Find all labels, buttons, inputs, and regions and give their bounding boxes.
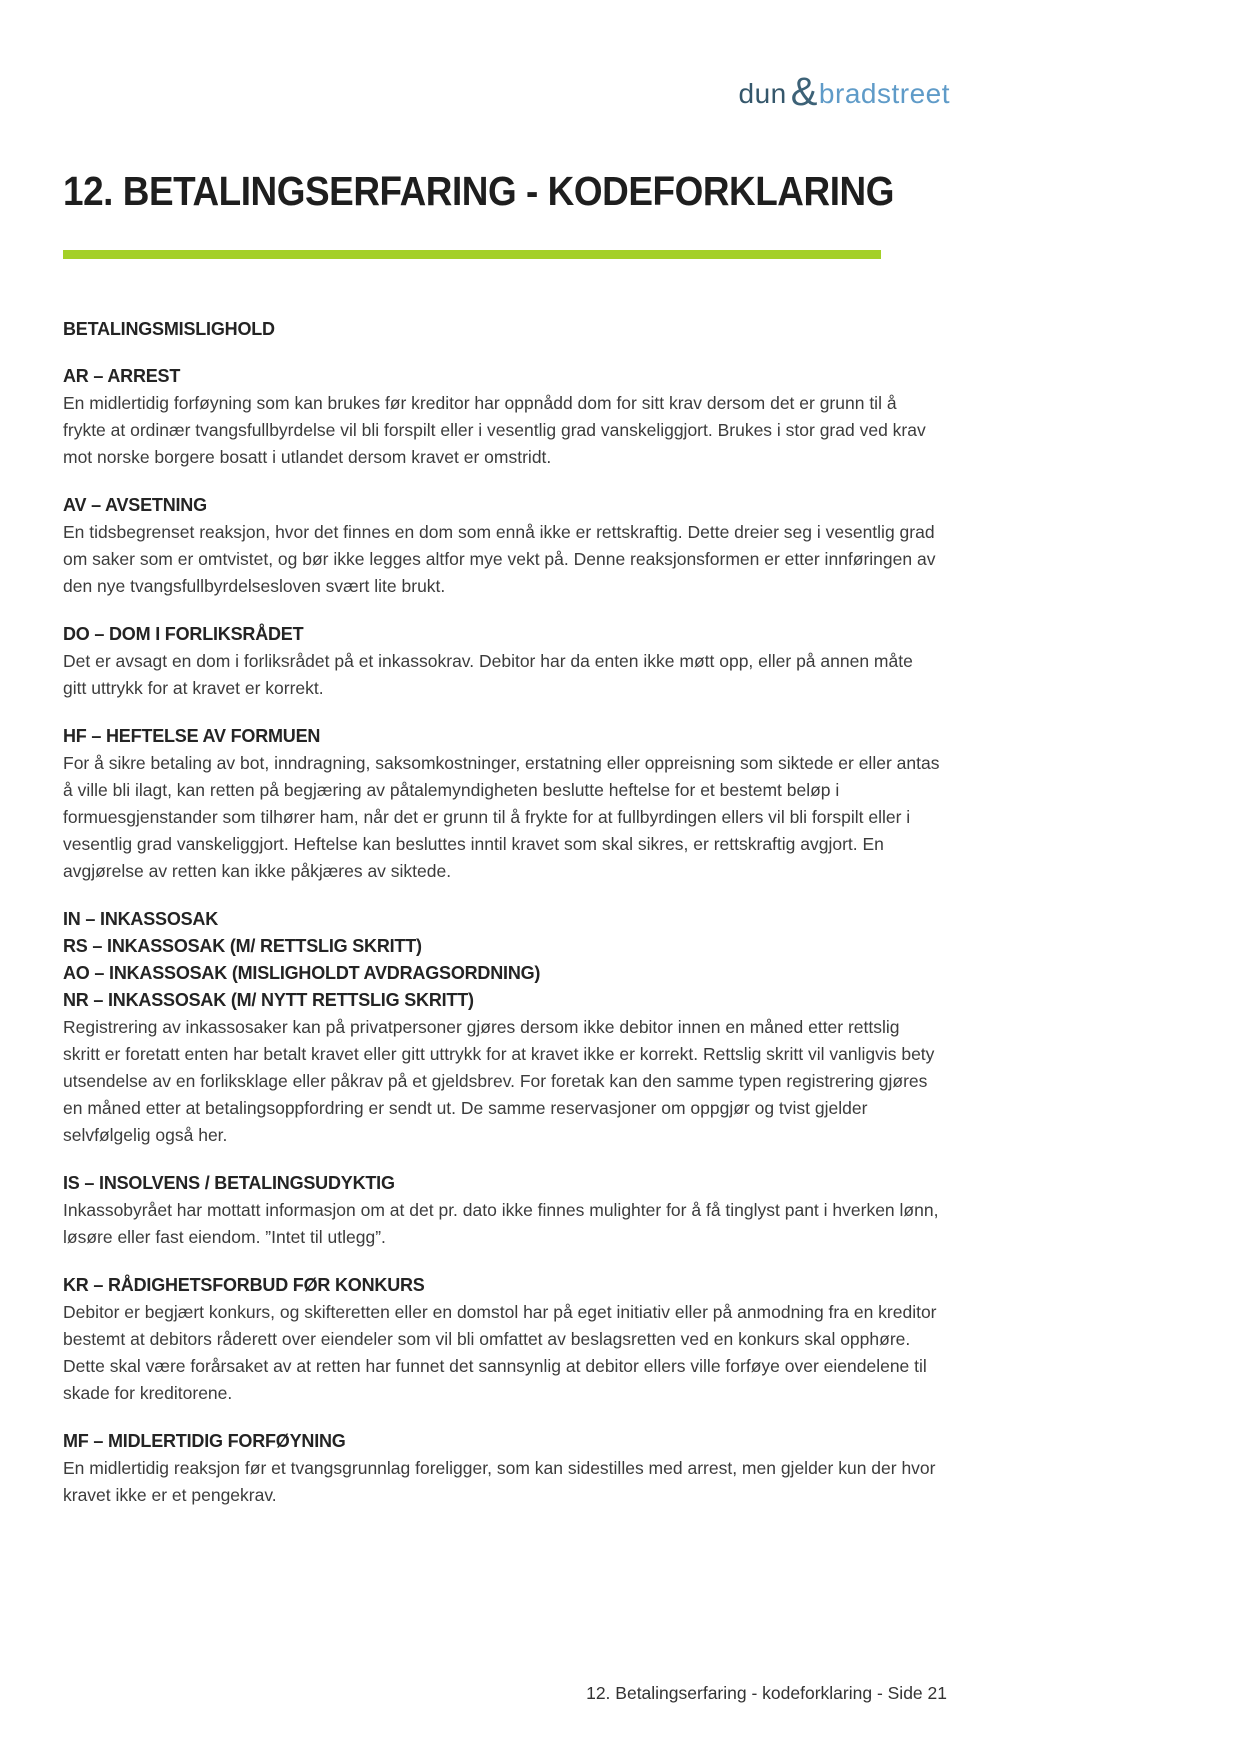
code-heading: NR – INKASSOSAK (M/ NYTT RETTSLIG SKRITT) xyxy=(63,990,474,1010)
logo-ampersand-icon: & xyxy=(790,70,818,114)
code-entry-ar xyxy=(63,363,941,471)
code-description: Registrering av inkassosaker kan på privatpersoner gjøres dersom ikke debitor innen en måned etter rettslig skritt er foretatt enten har betalt kravet eller gitt uttrykk for at kravet ikke er korrekt. Rettslig skritt vil vanligvis bety utsendelse av en forliksklage eller påkrav på et gjeldsbrev. For foretak kan den samme typen registrering gjøres en måned etter at betalingsoppfordring er sendt ut. De samme reservasjoner om oppgjør og tvist gjelder selvfølgelig også her. xyxy=(63,1017,935,1145)
page-title: 12. BETALINGSERFARING - KODEFORKLARING xyxy=(63,168,894,214)
section-header: BETALINGSMISLIGHOLD xyxy=(63,319,275,339)
code-entry-do xyxy=(63,621,941,702)
page-footer: 12. Betalingserfaring - kodeforklaring - Side 21 xyxy=(586,1683,947,1703)
code-heading: IS – INSOLVENS / BETALINGSUDYKTIG xyxy=(63,1173,395,1193)
code-heading: RS – INKASSOSAK (M/ RETTSLIG SKRITT) xyxy=(63,936,422,956)
code-heading: HF – HEFTELSE AV FORMUEN xyxy=(63,726,321,746)
logo-dun-text: dun xyxy=(738,78,787,109)
code-description: Debitor er begjært konkurs, og skifteretten eller en domstol har på eget initiativ eller på anmodning fra en kreditor bestemt at debitors råderett over eiendeler som vil bli omfattet av beslagsretten ved en konkurs skal opphøre. Dette skal være forårsaket av at retten har funnet det sannsynlig at debitor ellers ville forføye over eiendelene til skade for kreditorene. xyxy=(63,1302,937,1403)
code-description: For å sikre betaling av bot, inndragning, saksomkostninger, erstatning eller oppreisning som siktede er eller antas å ville bli ilagt, kan retten på begjæring av påtalemyndigheten beslutte heftelse for et bestemt beløp i formuesgjenstander som tilhører ham, når det er grunn til å frykte for at fullbyrdingen ellers vil bli forspilt eller i vesentlig grad vanskeliggjort. Heftelse kan besluttes inntil kravet som skal sikres, er rettskraftig avgjort. En avgjørelse av retten kan ikke påkjæres av siktede. xyxy=(63,753,940,881)
code-description: En midlertidig reaksjon før et tvangsgrunnlag foreligger, som kan sidestilles med arrest, men gjelder kun der hvor kravet ikke er et pengekrav. xyxy=(63,1458,936,1505)
code-heading: AR – ARREST xyxy=(63,366,181,386)
code-heading: KR – RÅDIGHETSFORBUD FØR KONKURS xyxy=(63,1275,425,1295)
code-heading: MF – MIDLERTIDIG FORFØYNING xyxy=(63,1431,346,1451)
code-heading: IN – INKASSOSAK xyxy=(63,909,219,929)
dun-and-bradstreet-logo xyxy=(739,68,950,113)
logo-bradstreet-text: bradstreet xyxy=(818,78,950,109)
code-heading: AV – AVSETNING xyxy=(63,495,207,515)
code-entry-is xyxy=(63,1170,941,1251)
code-description: En midlertidig forføyning som kan brukes før kreditor har oppnådd dom for sitt krav dersom det er grunn til å frykte at ordinær tvangsfullbyrdelse vil bli forspilt eller i vesentlig grad vanskeliggjort. Brukes i stor grad ved krav mot norske borgere bosatt i utlandet dersom kravet er omstridt. xyxy=(63,393,926,467)
code-description: Inkassobyrået har mottatt informasjon om at det pr. dato ikke finnes mulighter for å få tinglyst pant i hverken lønn, løsøre eller fast eiendom. ”Intet til utlegg”. xyxy=(63,1200,939,1247)
code-description: Det er avsagt en dom i forliksrådet på et inkassokrav. Debitor har da enten ikke møtt opp, eller på annen måte gitt uttrykk for at kravet er korrekt. xyxy=(63,651,913,698)
code-heading: AO – INKASSOSAK (MISLIGHOLDT AVDRAGSORDNING) xyxy=(63,963,541,983)
document-body xyxy=(63,316,941,1530)
code-entry-mf xyxy=(63,1428,941,1509)
code-entry-av xyxy=(63,492,941,600)
title-accent-bar xyxy=(63,250,881,259)
code-heading: DO – DOM I FORLIKSRÅDET xyxy=(63,624,304,644)
code-entry-inkasso xyxy=(63,906,941,1149)
code-entry-hf xyxy=(63,723,941,885)
code-description: En tidsbegrenset reaksjon, hvor det finnes en dom som ennå ikke er rettskraftig. Dette dreier seg i vesentlig grad om saker som er omtvistet, og bør ikke legges altfor mye vekt på. Denne reaksjonsformen er etter innføringen av den nye tvangsfullbyrdelsesloven svært lite brukt. xyxy=(63,522,936,596)
code-entry-kr xyxy=(63,1272,941,1407)
